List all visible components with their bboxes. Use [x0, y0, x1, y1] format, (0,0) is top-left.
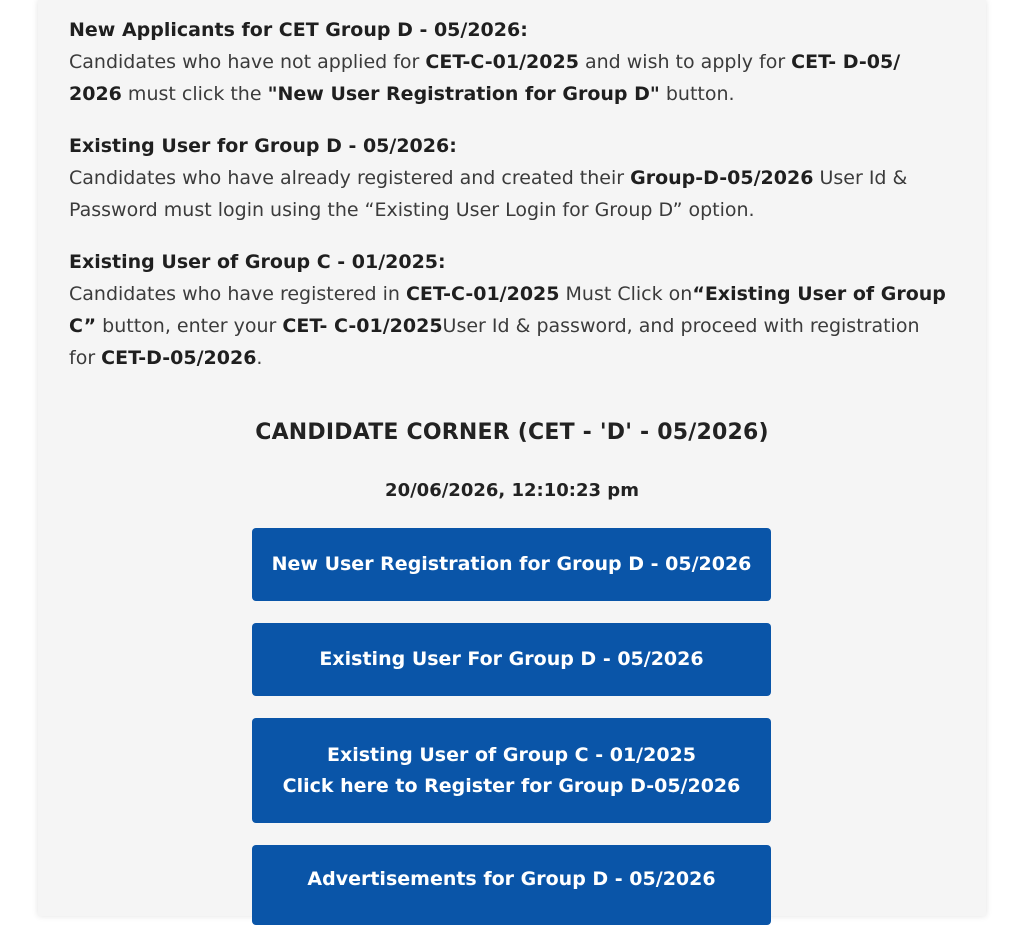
- text-bold-fragment: CET-C-01/2025: [425, 51, 579, 73]
- text-fragment: button.: [659, 83, 735, 105]
- text-fragment: User Id & password, and proceed with registration: [442, 315, 920, 337]
- new-applicants-section: [69, 14, 949, 110]
- existing-user-group-c-button[interactable]: [252, 718, 771, 823]
- existing-user-d-text-line2: [69, 194, 949, 226]
- existing-user-d-text-line1: [69, 162, 949, 194]
- text-bold-fragment: "New User Registration for Group D": [267, 83, 660, 105]
- new-applicants-text-line1: [69, 46, 949, 78]
- existing-user-d-heading: Existing User for Group D - 05/2026:: [69, 135, 457, 157]
- text-bold-fragment: 2026: [69, 83, 122, 105]
- advertisements-button[interactable]: [252, 845, 771, 925]
- text-bold-fragment: “Existing User of Group: [692, 283, 946, 305]
- button-label: New User Registration for Group D - 05/2026: [271, 553, 752, 575]
- text-fragment: Candidates who have not applied for: [69, 51, 426, 73]
- text-fragment: User Id &: [813, 167, 908, 189]
- text-fragment: for: [69, 347, 102, 369]
- text-fragment: must click the: [121, 83, 268, 105]
- text-fragment: Candidates who have registered in: [69, 283, 406, 305]
- text-bold-fragment: CET-C-01/2025: [405, 283, 560, 305]
- existing-user-c-heading: Existing User of Group C - 01/2025:: [69, 251, 446, 273]
- button-label-line1: Existing User of Group C - 01/2025: [326, 743, 696, 766]
- text-bold-fragment: C”: [69, 315, 97, 337]
- text-fragment: .: [256, 347, 263, 369]
- existing-user-c-section: [69, 246, 949, 374]
- candidate-corner-title: CANDIDATE CORNER (CET - 'D' - 05/2026): [255, 420, 769, 445]
- button-label: Advertisements for Group D - 05/2026: [307, 867, 716, 890]
- text-fragment: Must Click on: [559, 283, 693, 305]
- new-applicants-heading: New Applicants for CET Group D - 05/2026:: [69, 19, 528, 41]
- button-label-line2: Click here to Register for Group D-05/2026: [282, 774, 741, 797]
- text-bold-fragment: CET- D-05/: [791, 51, 901, 73]
- text-fragment: Password must login using the “Existing User Login for Group D” option.: [69, 199, 755, 221]
- existing-user-c-text-line2: [69, 310, 949, 342]
- current-datetime: 20/06/2026, 12:10:23 pm: [385, 480, 639, 501]
- existing-user-c-text-line1: [69, 278, 949, 310]
- existing-user-c-text-line3: [69, 342, 949, 374]
- new-applicants-text-line2: [69, 78, 949, 110]
- text-fragment: button, enter your: [96, 315, 283, 337]
- new-user-registration-button[interactable]: [252, 528, 771, 601]
- existing-user-d-section: [69, 130, 949, 226]
- button-label: Existing User For Group D - 05/2026: [319, 648, 704, 670]
- text-fragment: and wish to apply for: [578, 51, 792, 73]
- text-bold-fragment: CET-D-05/2026: [101, 347, 257, 369]
- text-bold-fragment: Group-D-05/2026: [630, 167, 814, 189]
- text-bold-fragment: CET- C-01/2025: [282, 315, 443, 337]
- existing-user-group-d-button[interactable]: [252, 623, 771, 696]
- text-fragment: Candidates who have already registered and created their: [69, 167, 631, 189]
